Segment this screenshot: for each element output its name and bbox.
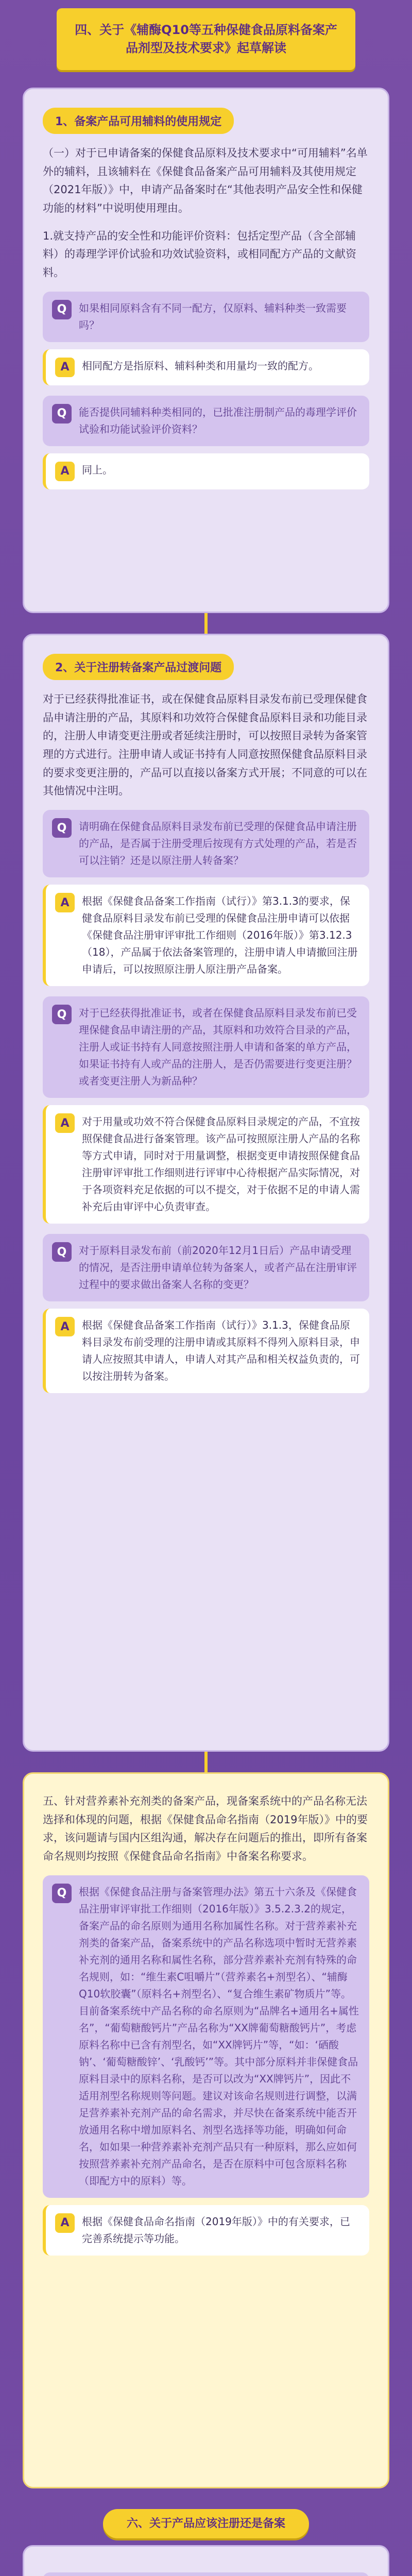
section-1-p2: 1.就支持产品的安全性和功能评价资料：包括定型产品（含全部辅料）的毒理学评价试验和功效试验资料，或相同配方产品的文献资料。 — [43, 229, 356, 279]
answer-text: 根据《保健食品备案工作指南（试行）》第3.1.3的要求，保健食品原料目录发布前已受理的保健食品注册申请可以依据《保健食品注册审评审批工作细则（2016年版）》第3.12.3（18），产品属于依法备案管理的，注册申请人申请撤回注册申请后，可以按照原注册人原注册产品备案。 — [82, 895, 358, 976]
section-2-p1: 对于已经获得批准证书，或在保健食品原料目录发布前已受理保健食品申请注册的产品，其原料和功效符合保健食品原料目录和功能目录的，注册人申请变更注册或者延续注册时，可以按照目录转为备案管理的方式进行。注册申请人或证书持有人同意按照保健食品原料目录的要求变更注册的，产品可以直接以备案方式开展；不同意的可以在其他情况中注明。 — [43, 693, 367, 798]
answer-icon: A — [55, 2213, 75, 2233]
answer-icon: A — [55, 358, 75, 377]
page-title: 四、关于《辅酶Q10等五种保健食品原料备案产品剂型及技术要求》起草解读 — [75, 23, 337, 55]
connector — [204, 613, 208, 634]
answer-text: 同上。 — [82, 463, 113, 476]
section-1-heading: 1、备案产品可用辅料的使用规定 — [43, 108, 234, 134]
question-block — [43, 1234, 369, 1301]
question-icon: Q — [52, 404, 72, 423]
question-text: 根据《保健食品注册与备案管理办法》第五十六条及《保健食品注册审评审批工作细则（2016年版）》3.5.2.3.2的规定，备案产品的命名原则为通用名称加属性名称。对于营养素补充剂类的备案产品，备案系统中的产品名称选项中暂时无营养素补充剂的通用名称和属性名称，部分营养素补充剂有特殊的命名规则，如：“维生素C咀嚼片”（营养素名+剂型名）、“辅酶Q10软胶囊”（原料名+剂型名）、“复合维生素矿物质片”等。目前备案系统中产品名称的命名原则为“品牌名+通用名+属性名”，“葡萄糖酸钙片”产品名称为“XX牌葡萄糖酸钙片”，考虑原料名称中已含有剂型名，如“XX牌钙片”等，“如：‘硒酸钠’、‘葡萄糖酸锌’、‘乳酸钙’”等。其中部分原料并非保健食品原料目录中的原料名称，是否可以改为“XX牌钙片”，因此不适用剂型名称规则等问题。建议对该命名规则进行调整，以满足营养素补充剂产品的命名需求，并尽快在备案系统中能否开放通用名称中增加原料名、剂型名选择等功能，明确如何命名，如如果一种营养素补充剂产品只有一种原料，那么应如何按照营养素补充剂产品命名，是否在原料中可包含原料名称（即配方中的原料）等。 — [79, 1885, 359, 2187]
question-text: 对于原料目录发布前（前2020年12月1日后）产品申请受理的情况，是否注册申请单位转为备案人，或者产品在注册审评过程中的要求做出备案人名称的变更？ — [79, 1244, 357, 1291]
section-1-p1: （一）对于已申请备案的保健食品原料及技术要求中“可用辅料”名单外的辅料，且该辅料在《保健食品备案产品可用辅料及其使用规定（2021年版）》中，申请产品备案时在“其他表明产品安全性和保健功能的材料”中说明使用理由。 — [43, 147, 368, 215]
answer-icon: A — [55, 1317, 75, 1336]
connector — [204, 1752, 208, 1772]
question-icon: Q — [52, 1242, 72, 1262]
question-block — [43, 810, 369, 877]
answer-text: 对于用量或功效不符合保健食品原料目录规定的产品，不宜按照保健食品进行备案管理。该产品可按照原注册人产品的名称等方式申请，同时对于用量调整，根据变更申请按照保健食品注册审评审批工作细则进行评审中心待根据产品实际情况，对于各项资料充足依据的可以不提交，对于依据不足的申请人需补充后由审评中心负责审查。 — [82, 1115, 360, 1213]
answer-block — [43, 1105, 369, 1224]
section-3-title: 五、针对营养素补充剂类的备案产品，现备案系统中的产品名称无法选择和体现的问题，根据《保健食品命名指南（2019年版）》中的要求，该问题请与国内区组沟通，解决存在问题后的推出，即所有备案命名规则均按照《保健食品命名指南》中备案名称要求。 — [43, 1795, 368, 1863]
answer-text: 根据《保健食品命名指南（2019年版）》中的有关要求，已完善系统提示等功能。 — [82, 2215, 350, 2245]
section-3-card — [23, 1772, 389, 2488]
question-block — [43, 2572, 369, 2576]
section-1-card — [23, 88, 389, 613]
answer-icon: A — [55, 462, 75, 481]
answer-block — [43, 885, 369, 986]
section-2-heading: 2、关于注册转备案产品过渡问题 — [43, 654, 234, 680]
question-icon: Q — [52, 1005, 72, 1024]
question-text: 能否提供同辅料种类相同的，已批准注册制产品的毒理学评价试验和功能试验评价资料？ — [79, 405, 357, 435]
answer-icon: A — [55, 1113, 75, 1133]
section-4-title: 六、关于产品应该注册还是备案 — [103, 2509, 309, 2538]
answer-block — [43, 2205, 369, 2256]
question-icon: Q — [52, 818, 72, 838]
question-block — [43, 396, 369, 446]
question-icon: Q — [52, 1884, 72, 1903]
question-icon: Q — [52, 300, 72, 319]
question-text: 对于已经获得批准证书，或者在保健食品原料目录发布前已受理保健食品申请注册的产品，其原料和功效符合目录的产品，注册人或证书持有人同意按照注册人申请和备案的单方产品，如果证书持有人或产品的注册人，是否仍需要进行变更注册？或者变更注册人为新品种？ — [79, 1007, 357, 1088]
answer-block — [43, 349, 369, 385]
header-banner — [57, 8, 355, 70]
answer-block — [43, 453, 369, 489]
question-text: 如果相同原料含有不同一配方，仅原料、辅料种类一致需要吗？ — [79, 301, 347, 331]
answer-block — [43, 1309, 369, 1393]
answer-icon: A — [55, 893, 75, 912]
question-text: 请明确在保健食品原料目录发布前已受理的保健食品申请注册的产品，是否属于注册受理后按现有方式处理的产品，若是否可以注销？还是以原注册人转备案？ — [79, 820, 357, 867]
answer-text: 根据《保健食品备案工作指南（试行）》3.1.3，保健食品原料目录发布前受理的注册申请或其原料不得列入原料目录，申请人应按照其申请人，申请人对其产品和相关权益负责的，可以按注册转为备案。 — [82, 1319, 360, 1383]
answer-text: 相同配方是指原料、辅料种类和用量均一致的配方。 — [82, 359, 319, 372]
question-block — [43, 996, 369, 1098]
question-block — [43, 1875, 369, 2198]
section-2-card — [23, 634, 389, 1752]
section-4-card — [23, 2545, 389, 2576]
question-block — [43, 292, 369, 342]
